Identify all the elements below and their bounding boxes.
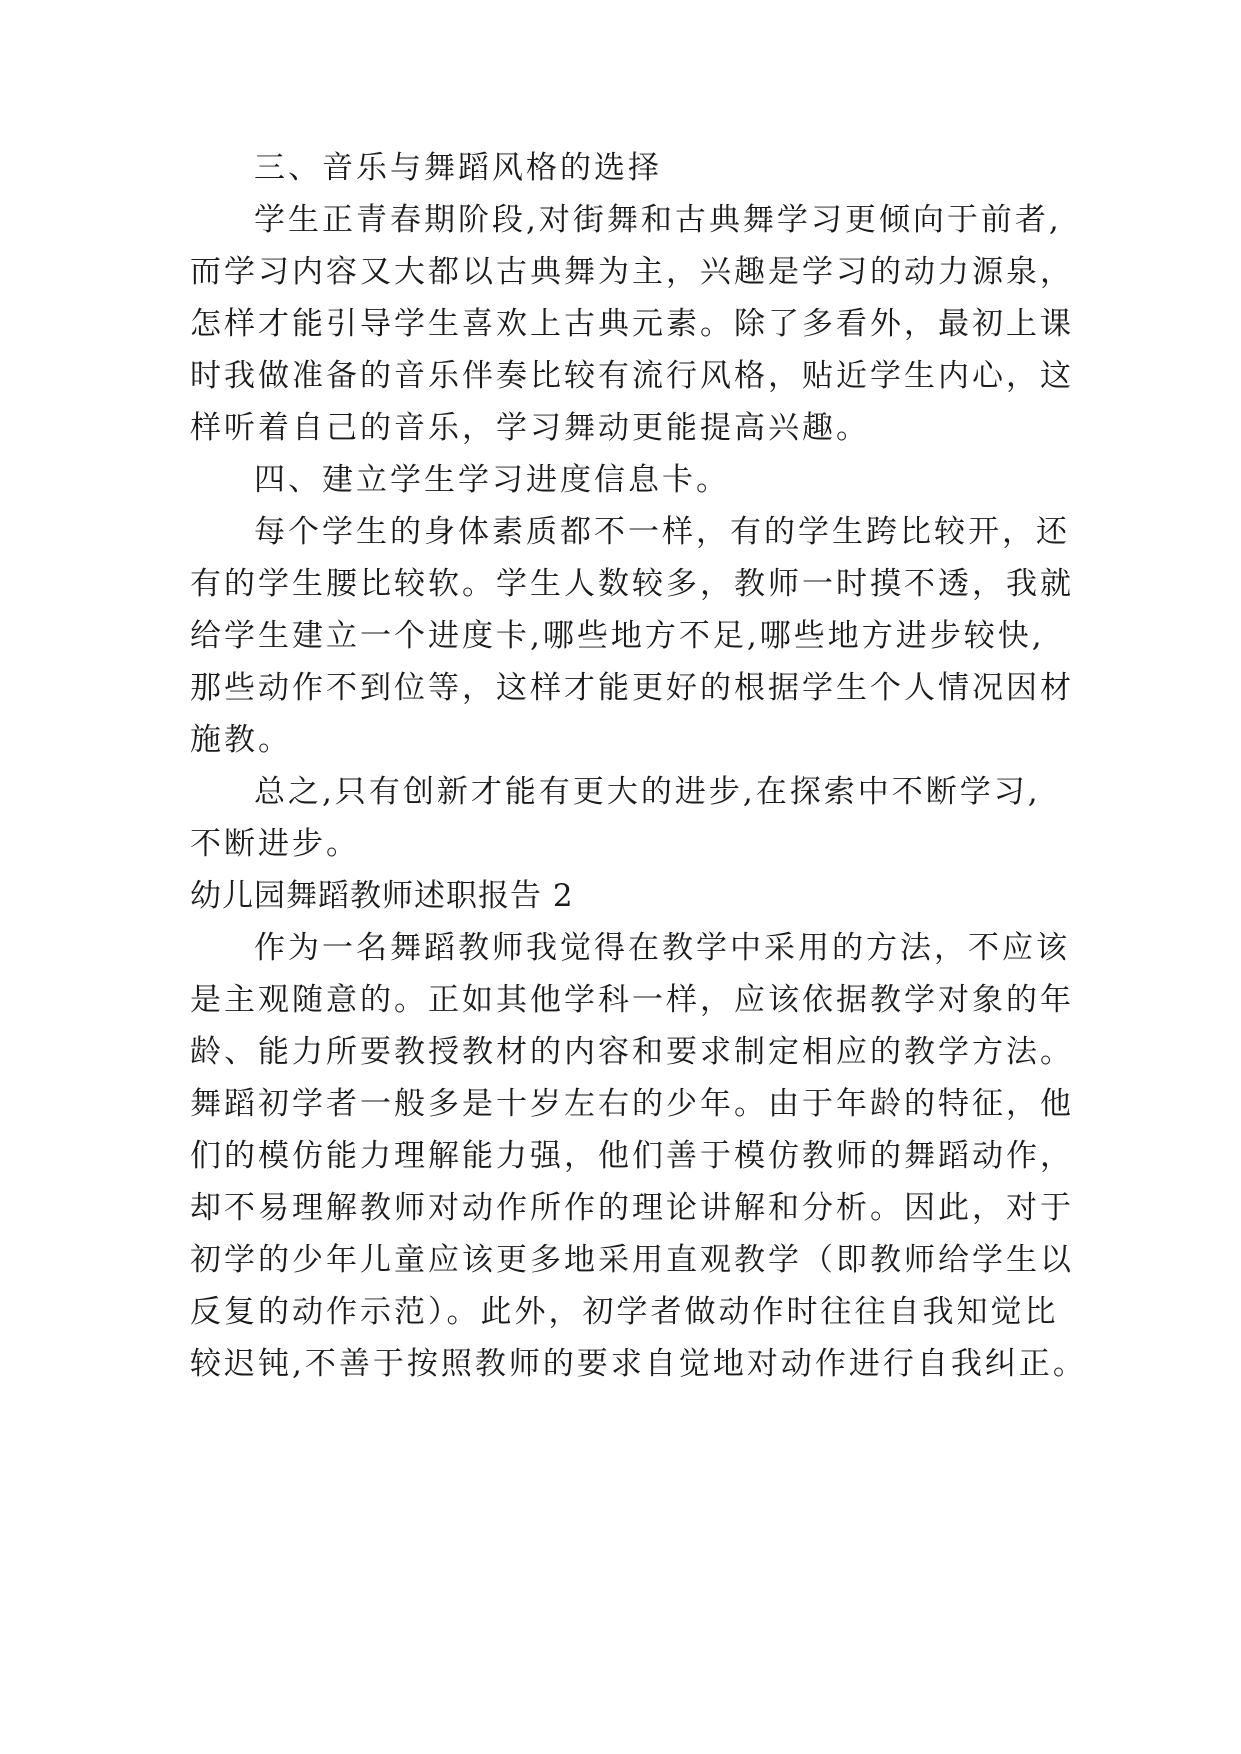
paragraph-line: 施教。 xyxy=(190,722,292,758)
paragraph-line: 不断进步。 xyxy=(190,826,360,862)
paragraph-line: 较迟钝,不善于按照教师的要求自觉地对动作进行自我纠正。 xyxy=(190,1346,1087,1382)
paragraph-line: 们的模仿能力理解能力强，他们善于模仿教师的舞蹈动作， xyxy=(190,1138,1074,1174)
paragraph-line: 学生正青春期阶段,对街舞和古典舞学习更倾向于前者, xyxy=(254,202,1062,238)
paragraph-line: 舞蹈初学者一般多是十岁左右的少年。由于年龄的特征，他 xyxy=(190,1086,1074,1122)
section-heading-4: 四、建立学生学习进度信息卡。 xyxy=(254,462,730,498)
report-title: 幼儿园舞蹈教师述职报告 2 xyxy=(190,878,574,914)
paragraph-line: 有的学生腰比较软。学生人数较多，教师一时摸不透，我就 xyxy=(190,566,1074,602)
paragraph-line: 初学的少年儿童应该更多地采用直观教学（即教师给学生以 xyxy=(190,1242,1074,1278)
section-heading-3: 三、音乐与舞蹈风格的选择 xyxy=(254,150,662,186)
paragraph-line: 反复的动作示范）。此外，初学者做动作时往往自我知觉比 xyxy=(190,1294,1059,1330)
paragraph-line: 却不易理解教师对动作所作的理论讲解和分析。因此，对于 xyxy=(190,1190,1074,1226)
paragraph-line: 是主观随意的。正如其他学科一样，应该依据教学对象的年 xyxy=(190,982,1074,1018)
paragraph-line: 样听着自己的音乐，学习舞动更能提高兴趣。 xyxy=(190,410,870,446)
paragraph-line: 总之,只有创新才能有更大的进步,在探索中不断学习, xyxy=(254,774,1041,810)
paragraph-line: 作为一名舞蹈教师我觉得在教学中采用的方法，不应该 xyxy=(254,930,1070,966)
paragraph-line: 而学习内容又大都以古典舞为主，兴趣是学习的动力源泉， xyxy=(190,254,1074,290)
paragraph-line: 时我做准备的音乐伴奏比较有流行风格，贴近学生内心，这 xyxy=(190,358,1074,394)
paragraph-line: 那些动作不到位等，这样才能更好的根据学生个人情况因材 xyxy=(190,670,1074,706)
paragraph-line: 每个学生的身体素质都不一样，有的学生跨比较开，还 xyxy=(254,514,1070,550)
paragraph-line: 怎样才能引导学生喜欢上古典元素。除了多看外，最初上课 xyxy=(190,306,1074,342)
paragraph-line: 给学生建立一个进度卡,哪些地方不足,哪些地方进步较快, xyxy=(190,618,1045,654)
paragraph-line: 龄、能力所要教授教材的内容和要求制定相应的教学方法。 xyxy=(190,1034,1074,1070)
